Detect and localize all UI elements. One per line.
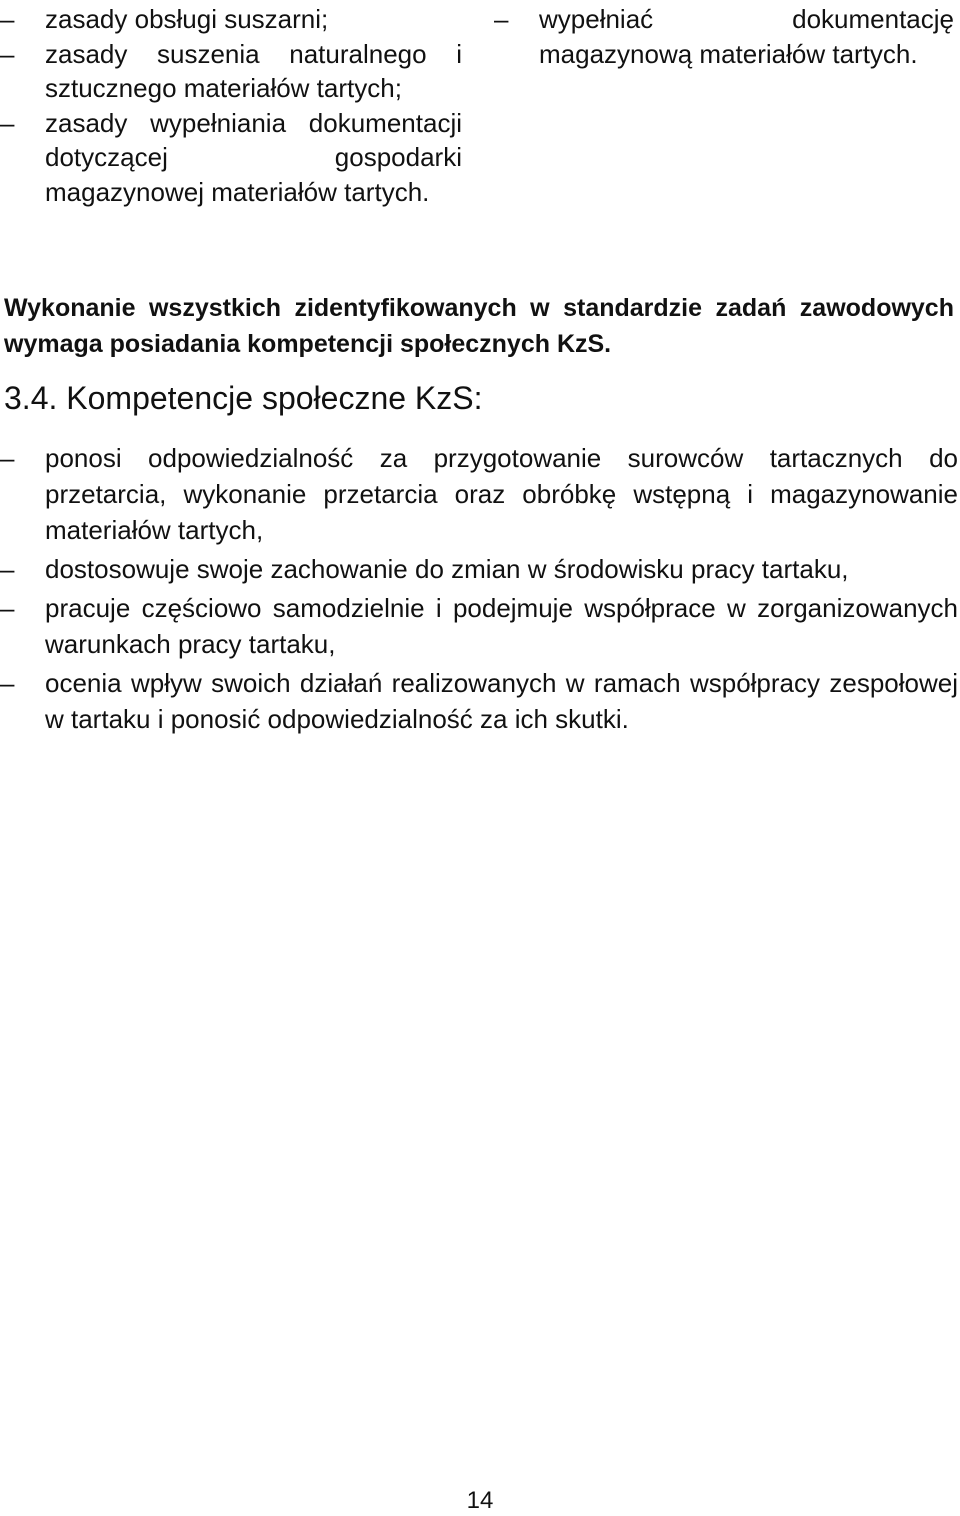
list-item-text: dostosowuje swoje zachowanie do zmian w środowisku pracy tartaku, — [45, 554, 849, 584]
list-item-text: ponosi odpowiedzialność za przygotowanie surowców tartacznych do przetarcia, wykonanie przetarcia oraz obróbkę wstępną i magazynowanie materiałów tartych, — [45, 443, 958, 545]
dash-bullet: – — [0, 107, 15, 138]
list-item — [0, 37, 462, 106]
list-item-text: wypełniać dokumentację magazynową materiałów tartych. — [539, 4, 954, 69]
list-item — [0, 2, 462, 37]
dash-bullet: – — [0, 443, 15, 473]
list-item — [0, 106, 462, 210]
list-item-text: zasady obsługi suszarni; — [45, 4, 329, 34]
dash-bullet: – — [0, 593, 15, 623]
dash-bullet: – — [494, 4, 509, 34]
list-item-text: zasady wypełniania dokumentacji dotyczącej gospodarki magazynowej materiałów tartych. — [45, 107, 462, 207]
page-number: 14 — [466, 1487, 494, 1514]
list-item — [0, 590, 958, 662]
list-item — [494, 2, 954, 71]
list-item-text: zasady suszenia naturalnego i sztucznego materiałów tartych; — [45, 38, 462, 103]
left-column-list — [0, 2, 462, 209]
dash-bullet: – — [0, 4, 15, 34]
dash-bullet: – — [0, 554, 15, 584]
list-item — [0, 665, 958, 737]
dash-bullet: – — [0, 38, 15, 69]
right-column-list — [494, 2, 954, 71]
list-item — [0, 440, 958, 548]
section-heading — [4, 378, 483, 418]
list-item-text: pracuje częściowo samodzielnie i podejmuje współprace w zorganizowanych warunkach pracy tartaku, — [45, 593, 958, 659]
list-item — [0, 551, 958, 587]
dash-bullet: – — [0, 668, 15, 698]
section-title: Kompetencje społeczne KzS: — [66, 380, 483, 416]
requirement-paragraph: Wykonanie wszystkich zidentyfikowanych w standardzie zadań zawodowych wymaga posiadania kompetencji społecznych KzS. — [4, 294, 954, 358]
section-number: 3.4. — [4, 380, 58, 416]
list-item-text: ocenia wpływ swoich działań realizowanych w ramach współpracy zespołowej w tartaku i ponosić odpowiedzialność za ich skutki. — [45, 668, 958, 734]
competences-list — [0, 440, 958, 740]
